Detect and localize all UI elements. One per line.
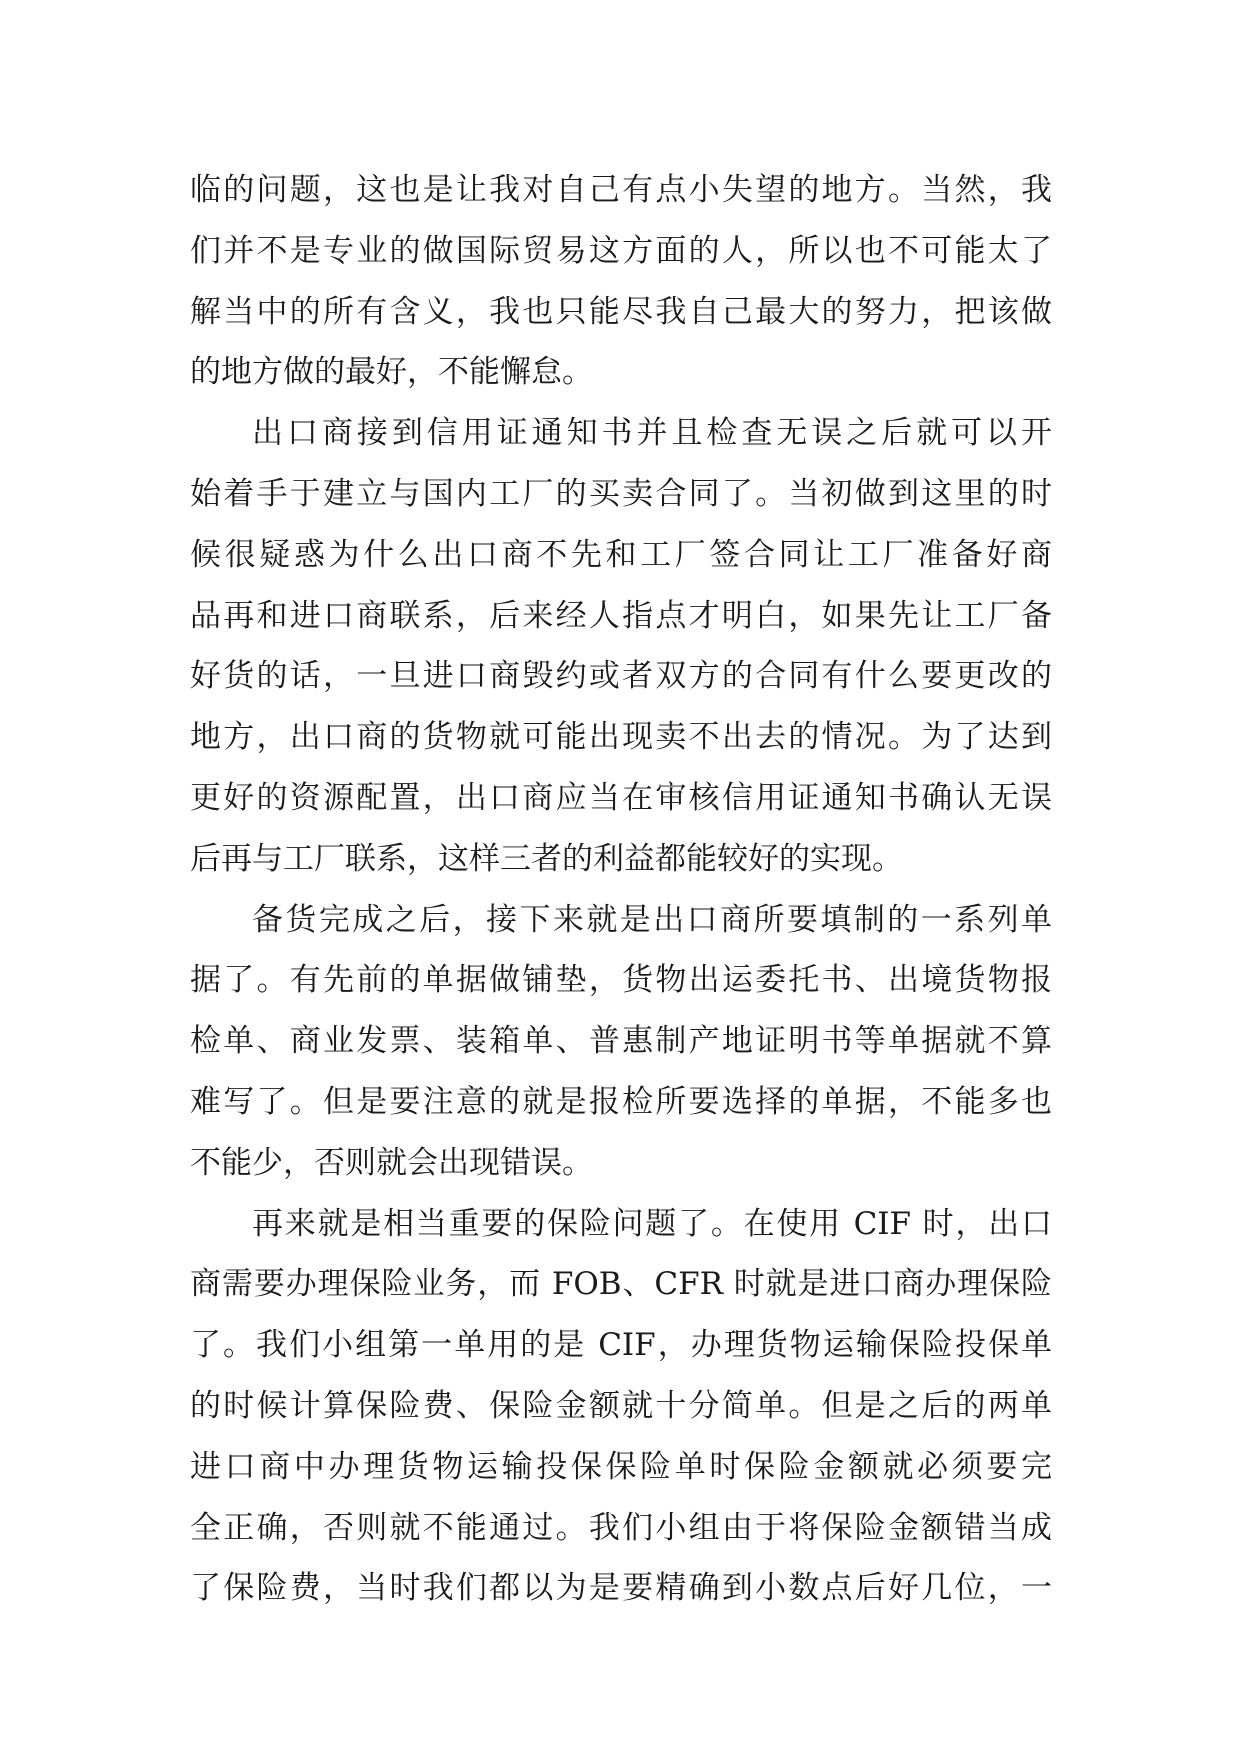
text-line: 候很疑惑为什么出口商不先和工厂签合同让工厂准备好商 (190, 536, 1052, 573)
text-line: 的地方做的最好，不能懈怠。 (190, 354, 593, 391)
text-line: 临的问题，这也是让我对自己有点小失望的地方。当然，我 (190, 172, 1052, 208)
body-text (190, 160, 1052, 1619)
text-line: 品再和进口商联系，后来经人指点才明白，如果先让工厂备 (190, 597, 1052, 634)
text-line: 的时候计算保险费、保险金额就十分简单。但是之后的两单 (190, 1387, 1052, 1424)
text-line: 始着手于建立与国内工厂的买卖合同了。当初做到这里的时 (190, 475, 1052, 512)
text-line: 更好的资源配置，出口商应当在审核信用证通知书确认无误 (190, 779, 1052, 816)
text-line: 商需要办理保险业务，而 FOB、CFR 时就是进口商办理保险 (190, 1266, 1052, 1303)
paragraph-first-line: 再来就是相当重要的保险问题了。在使用 CIF 时，出口 (252, 1205, 1052, 1242)
paragraph-first-line: 备货完成之后，接下来就是出口商所要填制的一系列单 (252, 901, 1052, 938)
text-line: 全正确，否则就不能通过。我们小组由于将保险金额错当成 (190, 1509, 1052, 1546)
text-line: 不能少，否则就会出现错误。 (190, 1144, 593, 1181)
text-line: 进口商中办理货物运输投保保险单时保险金额就必须要完 (190, 1448, 1052, 1485)
text-line: 解当中的所有含义，我也只能尽我自己最大的努力，把该做 (190, 293, 1052, 330)
text-line: 地方，出口商的货物就可能出现卖不出去的情况。为了达到 (190, 719, 1052, 756)
text-line: 好货的话，一旦进口商毁约或者双方的合同有什么要更改的 (190, 658, 1052, 695)
text-line: 后再与工厂联系，这样三者的利益都能较好的实现。 (190, 840, 903, 877)
text-line: 难写了。但是要注意的就是报检所要选择的单据，不能多也 (190, 1083, 1052, 1120)
text-line: 们并不是专业的做国际贸易这方面的人，所以也不可能太了 (190, 232, 1052, 269)
text-line: 据了。有先前的单据做铺垫，货物出运委托书、出境货物报 (190, 962, 1052, 999)
text-line: 检单、商业发票、装箱单、普惠制产地证明书等单据就不算 (190, 1023, 1052, 1060)
text-line: 了保险费，当时我们都以为是要精确到小数点后好几位，一 (190, 1570, 1052, 1607)
paragraph-first-line: 出口商接到信用证通知书并且检查无误之后就可以开 (252, 415, 1052, 452)
text-line: 了。我们小组第一单用的是 CIF，办理货物运输保险投保单 (190, 1327, 1052, 1364)
